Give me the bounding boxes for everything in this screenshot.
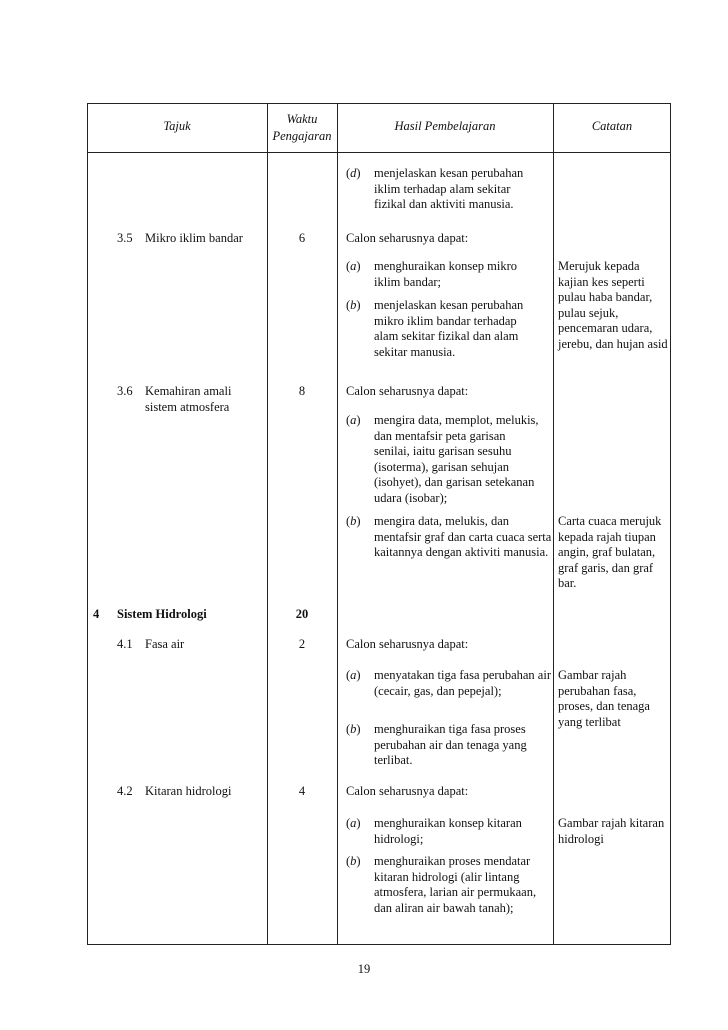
- item-text: menjelaskan kesan perubahan mikro iklim bandar terhadap alam sekitar fizikal dan alam sekitar manusia.: [374, 298, 524, 359]
- item-text: menghuraikan konsep mikro iklim bandar;: [374, 259, 518, 289]
- topic-number: 4.2: [117, 784, 133, 798]
- header-divider: [87, 152, 671, 153]
- item-marker: (b): [346, 722, 361, 736]
- topic-hours: 2: [298, 637, 306, 651]
- column-divider: [267, 103, 268, 945]
- item-text: menghuraikan tiga fasa proses perubahan air dan tenaga yang terlibat.: [374, 722, 527, 767]
- topic-title: Fasa air: [145, 637, 185, 651]
- item-marker: (b): [346, 514, 361, 528]
- topic-title: Kitaran hidrologi: [145, 784, 232, 798]
- catatan-note: Carta cuaca merujuk kepada rajah tiupan angin, graf bulatan, graf garis, dan graf bar.: [558, 514, 662, 590]
- item-marker: (a): [346, 668, 361, 682]
- calon-intro: Calon seharusnya dapat:: [346, 784, 469, 798]
- header-tajuk: Tajuk: [163, 119, 191, 133]
- section-title: Sistem Hidrologi: [117, 607, 207, 621]
- header-hasil-pembelajaran: Hasil Pembelajaran: [394, 119, 496, 133]
- calon-intro: Calon seharusnya dapat:: [346, 384, 469, 398]
- item-marker: (a): [346, 259, 361, 273]
- item-text: menjelaskan kesan perubahan iklim terhadap alam sekitar fizikal dan aktiviti manusia.: [374, 166, 524, 211]
- item-marker: (b): [346, 298, 361, 312]
- header-catatan: Catatan: [591, 119, 633, 133]
- section-number: 4: [93, 607, 100, 621]
- calon-intro: Calon seharusnya dapat:: [346, 231, 469, 245]
- page-number: 19: [357, 962, 371, 976]
- item-marker: (a): [346, 413, 361, 427]
- topic-number: 3.6: [117, 384, 133, 398]
- item-marker: (d): [346, 166, 361, 180]
- column-divider: [337, 103, 338, 945]
- topic-number: 3.5: [117, 231, 133, 245]
- section-hours: 20: [295, 607, 309, 621]
- calon-intro: Calon seharusnya dapat:: [346, 637, 469, 651]
- header-pengajaran: Pengajaran: [272, 129, 332, 143]
- item-text: mengira data, melukis, dan mentafsir graf dan carta cuaca serta kaitannya dengan aktiviti manusia.: [374, 514, 552, 559]
- header-waktu: Waktu: [286, 112, 318, 126]
- item-text: menghuraikan konsep kitaran hidrologi;: [374, 816, 522, 846]
- topic-title: Mikro iklim bandar: [145, 231, 243, 245]
- catatan-note: Gambar rajah perubahan fasa, proses, dan tenaga yang terlibat: [558, 668, 650, 729]
- item-text: menghuraikan proses mendatar kitaran hidrologi (alir lintang atmosfera, larian air permukaan, dan aliran air bawah tanah);: [374, 854, 537, 915]
- topic-title: Kemahiran amali sistem atmosfera: [145, 384, 232, 414]
- topic-hours: 4: [298, 784, 306, 798]
- item-text: menyatakan tiga fasa perubahan air (cecair, gas, dan pepejal);: [374, 668, 551, 698]
- catatan-note: Merujuk kepada kajian kes seperti pulau haba bandar, pulau sejuk, pencemaran udara, jerebu, dan hujan asid: [558, 259, 668, 351]
- column-divider: [553, 103, 554, 945]
- item-text: mengira data, memplot, melukis, dan mentafsir peta garisan senilai, iaitu garisan sesuhu (isoterma), garisan sehujan (isohyet), dan garisan setekanan udara (isobar);: [374, 413, 539, 505]
- item-marker: (b): [346, 854, 361, 868]
- catatan-note: Gambar rajah kitaran hidrologi: [558, 816, 665, 846]
- item-marker: (a): [346, 816, 361, 830]
- topic-hours: 6: [298, 231, 306, 245]
- topic-hours: 8: [298, 384, 306, 398]
- topic-number: 4.1: [117, 637, 133, 651]
